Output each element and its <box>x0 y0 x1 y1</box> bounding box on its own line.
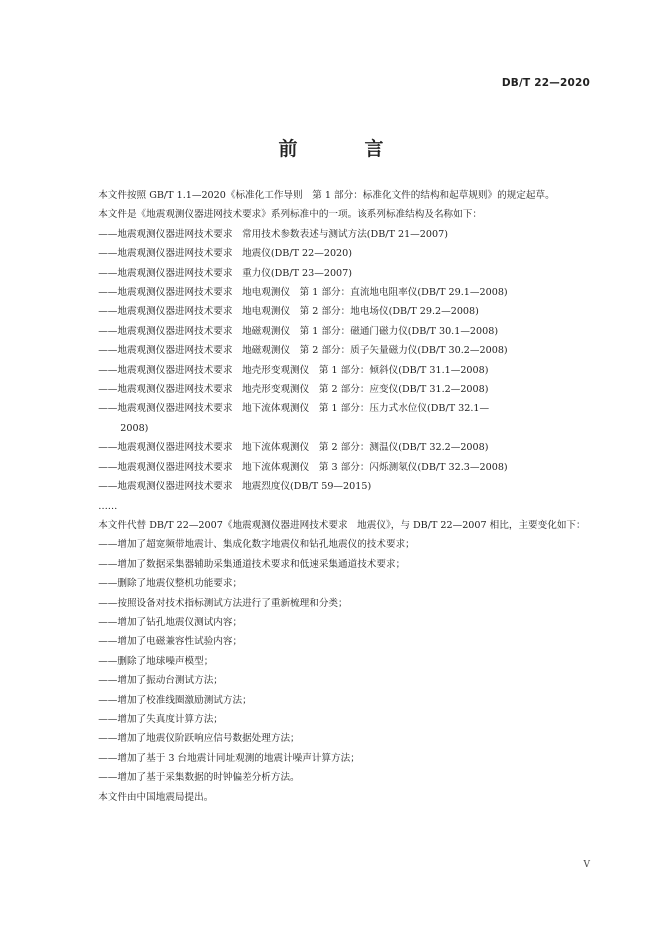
changes-list <box>79 535 594 787</box>
page-title: 前 言 <box>278 138 408 160</box>
list-item: ——增加了数据采集器辅助采集通道技术要求和低速采集通道技术要求； <box>98 558 406 570</box>
series-list <box>79 225 594 516</box>
document-code: DB/T 22—2020 <box>501 77 590 89</box>
list-item: ——地震观测仪器进网技术要求 地壳形变观测仪 第 1 部分：倾斜仪(DB/T 31.1—2008) <box>98 364 489 376</box>
list-item: ——删除了地震仪整机功能要求； <box>98 578 243 590</box>
list-item: ——地震观测仪器进网技术要求 地电观测仪 第 1 部分：直流地电阻率仪(DB/T 29.1—2008) <box>98 287 508 299</box>
list-item: ——增加了超宽频带地震计、集成化数字地震仪和钻孔地震仪的技术要求； <box>98 539 415 551</box>
intro-paragraph-2: 本文件是《地震观测仪器进网技术要求》系列标准中的一项。该系列标准结构及名称如下： <box>98 209 482 221</box>
list-item: ——增加了基于采集数据的时钟偏差分析方法。 <box>98 772 300 784</box>
list-item: ——地震观测仪器进网技术要求 重力仪(DB/T 23—2007) <box>98 267 352 279</box>
list-item: ——地震观测仪器进网技术要求 地磁观测仪 第 1 部分：磁通门磁力仪(DB/T 30.1—2008) <box>98 325 499 337</box>
page-number: V <box>583 860 590 870</box>
list-item: ——地震观测仪器进网技术要求 地磁观测仪 第 2 部分：质子矢量磁力仪(DB/T 30.2—2008) <box>98 345 508 357</box>
replace-paragraph: 本文件代替 DB/T 22—2007《地震观测仪器进网技术要求 地震仪》，与 DB/T 22—2007 相比，主要变化如下： <box>98 519 586 531</box>
document-body <box>79 186 594 807</box>
intro-paragraph-1: 本文件按照 GB/T 1.1—2020《标准化工作导则 第 1 部分：标准化文件的结构和起草规则》的规定起草。 <box>98 190 555 201</box>
list-item: ——地震观测仪器进网技术要求 地震仪(DB/T 22—2020) <box>98 248 352 260</box>
list-item: ——增加了校准线圈激励测试方法； <box>98 694 252 706</box>
list-item: ——增加了失真度计算方法； <box>98 713 223 725</box>
list-item: ——地震观测仪器进网技术要求 地下流体观测仪 第 3 部分：闪烁测氡仪(DB/T 32.3—2008) <box>98 461 508 473</box>
list-item: ——增加了钻孔地震仪测试内容； <box>98 616 243 628</box>
list-item: ——按照设备对技术指标测试方法进行了重新梳理和分类； <box>98 597 348 609</box>
list-item: ——增加了振动台测试方法； <box>98 675 223 687</box>
list-item: ——增加了基于 3 台地震计同址观测的地震计噪声计算方法； <box>98 752 360 764</box>
closing-paragraph: 本文件由中国地震局提出。 <box>98 791 214 803</box>
list-item: ——删除了地球噪声模型； <box>98 655 214 667</box>
list-item: ——地震观测仪器进网技术要求 地震烈度仪(DB/T 59—2015) <box>98 481 372 493</box>
list-item: ——地震观测仪器进网技术要求 地电观测仪 第 2 部分：地电场仪(DB/T 29.2—2008) <box>98 306 479 318</box>
list-item-continuation: 2008) <box>120 422 149 434</box>
list-item: ——增加了地震仪阶跃响应信号数据处理方法； <box>98 733 300 745</box>
list-item: ——地震观测仪器进网技术要求 地下流体观测仪 第 2 部分：测温仪(DB/T 32.2—2008) <box>98 442 489 454</box>
list-item: ——增加了电磁兼容性试验内容； <box>98 636 243 648</box>
list-item <box>79 399 594 438</box>
list-item: ——地震观测仪器进网技术要求 常用技术参数表述与测试方法(DB/T 21—2007) <box>98 228 448 240</box>
list-item-first-line: ——地震观测仪器进网技术要求 地下流体观测仪 第 1 部分：压力式水位仪(DB/T 32.1— <box>98 403 490 415</box>
list-item: ——地震观测仪器进网技术要求 地壳形变观测仪 第 2 部分：应变仪(DB/T 31.2—2008) <box>98 384 489 396</box>
list-ellipsis: …… <box>98 500 118 512</box>
